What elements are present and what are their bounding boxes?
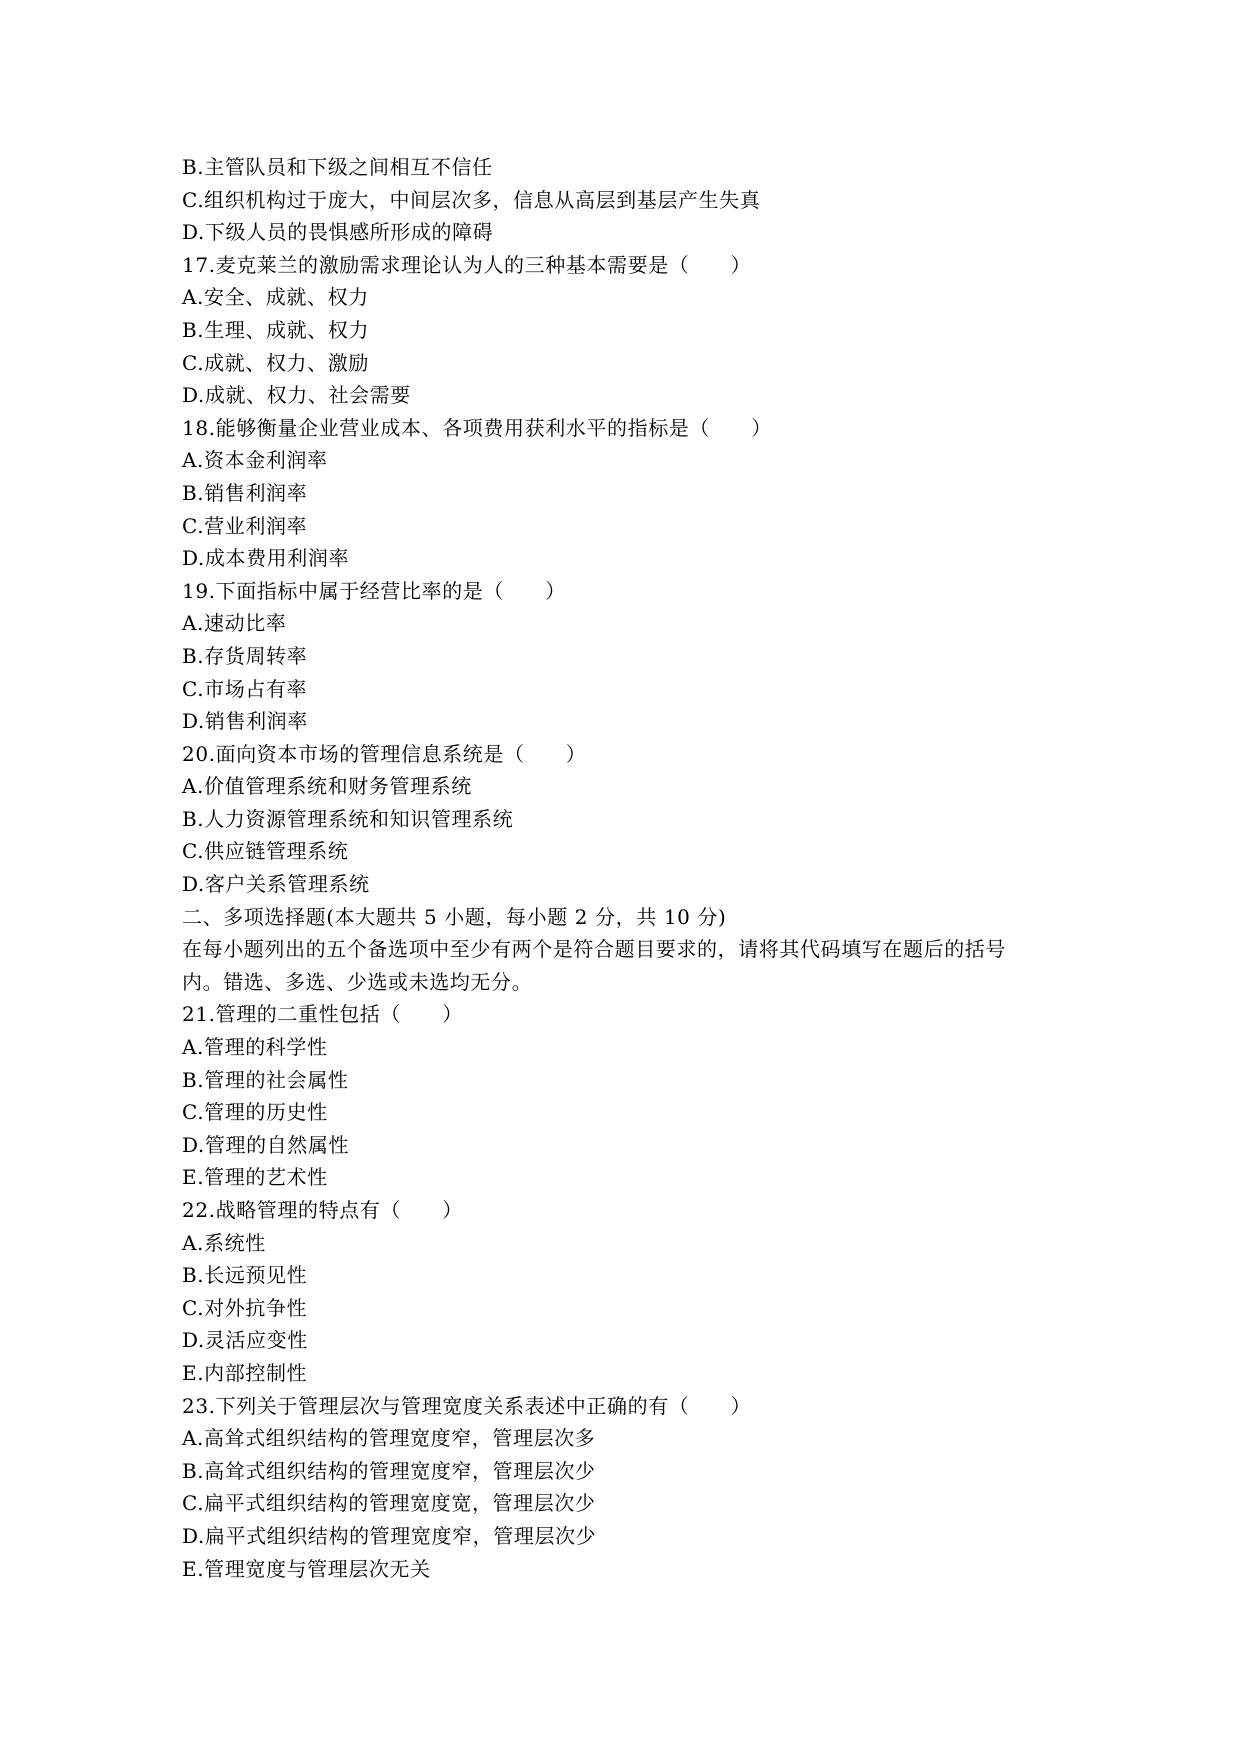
question-20: 20.面向资本市场的管理信息系统是（ ）: [182, 741, 587, 766]
question-21: 21.管理的二重性包括（ ）: [182, 1002, 463, 1027]
option-19-c: C.市场占有率: [182, 676, 308, 701]
option-19-d: D.销售利润率: [182, 709, 308, 734]
option-18-b: B.销售利润率: [182, 480, 308, 505]
option-16-b: B.主管队员和下级之间相互不信任: [182, 155, 493, 179]
option-18-d: D.成本费用利润率: [182, 546, 350, 571]
option-23-b: B.高耸式组织结构的管理宽度窄，管理层次少: [182, 1458, 596, 1483]
question-17: 17.麦克莱兰的激励需求理论认为人的三种基本需要是（ ）: [182, 252, 752, 277]
option-21-b: B.管理的社会属性: [182, 1067, 349, 1092]
option-20-a: A.价值管理系统和财务管理系统: [182, 774, 472, 799]
option-22-d: D.灵活应变性: [182, 1328, 308, 1353]
section-instructions-line-2: 内。错选、多选、少选或未选均无分。: [182, 969, 533, 994]
option-17-b: B.生理、成就、权力: [182, 317, 370, 342]
option-19-b: B.存货周转率: [182, 643, 308, 668]
option-20-c: C.供应链管理系统: [182, 839, 349, 864]
option-23-e: E.管理宽度与管理层次无关: [182, 1556, 431, 1581]
option-20-d: D.客户关系管理系统: [182, 872, 370, 897]
option-17-d: D.成就、权力、社会需要: [182, 383, 411, 408]
option-23-d: D.扁平式组织结构的管理宽度窄，管理层次少: [182, 1523, 597, 1548]
option-20-b: B.人力资源管理系统和知识管理系统: [182, 806, 514, 831]
option-21-c: C.管理的历史性: [182, 1100, 328, 1125]
option-18-a: A.资本金利润率: [182, 448, 328, 473]
option-16-d: D.下级人员的畏惧感所形成的障碍: [182, 220, 494, 245]
option-21-e: E.管理的艺术性: [182, 1165, 328, 1190]
option-18-c: C.营业利润率: [182, 513, 308, 538]
option-23-a: A.高耸式组织结构的管理宽度窄，管理层次多: [182, 1426, 596, 1451]
question-22: 22.战略管理的特点有（ ）: [182, 1198, 463, 1222]
option-22-b: B.长远预见性: [182, 1263, 308, 1288]
question-19: 19.下面指标中属于经营比率的是（ ）: [182, 578, 566, 603]
option-19-a: A.速动比率: [182, 611, 287, 636]
option-23-c: C.扁平式组织结构的管理宽度宽，管理层次少: [182, 1491, 596, 1516]
option-16-c: C.组织机构过于庞大，中间层次多，信息从高层到基层产生失真: [182, 187, 761, 212]
question-23: 23.下列关于管理层次与管理宽度关系表述中正确的有（ ）: [182, 1393, 752, 1418]
option-22-a: A.系统性: [182, 1230, 266, 1255]
option-22-e: E.内部控制性: [182, 1360, 308, 1385]
document-page: [182, 151, 1082, 1585]
option-21-d: D.管理的自然属性: [182, 1132, 350, 1157]
section-heading: 二、多项选择题(本大题共 5 小题，每小题 2 分，共 10 分): [182, 904, 727, 929]
option-17-c: C.成就、权力、激励: [182, 350, 369, 375]
option-17-a: A.安全、成就、权力: [182, 285, 369, 310]
option-22-c: C.对外抗争性: [182, 1295, 308, 1320]
option-21-a: A.管理的科学性: [182, 1035, 328, 1060]
section-instructions-line-1: 在每小题列出的五个备选项中至少有两个是符合题目要求的，请将其代码填写在题后的括号: [182, 937, 1006, 962]
question-18: 18.能够衡量企业营业成本、各项费用获利水平的指标是（ ）: [182, 415, 772, 440]
